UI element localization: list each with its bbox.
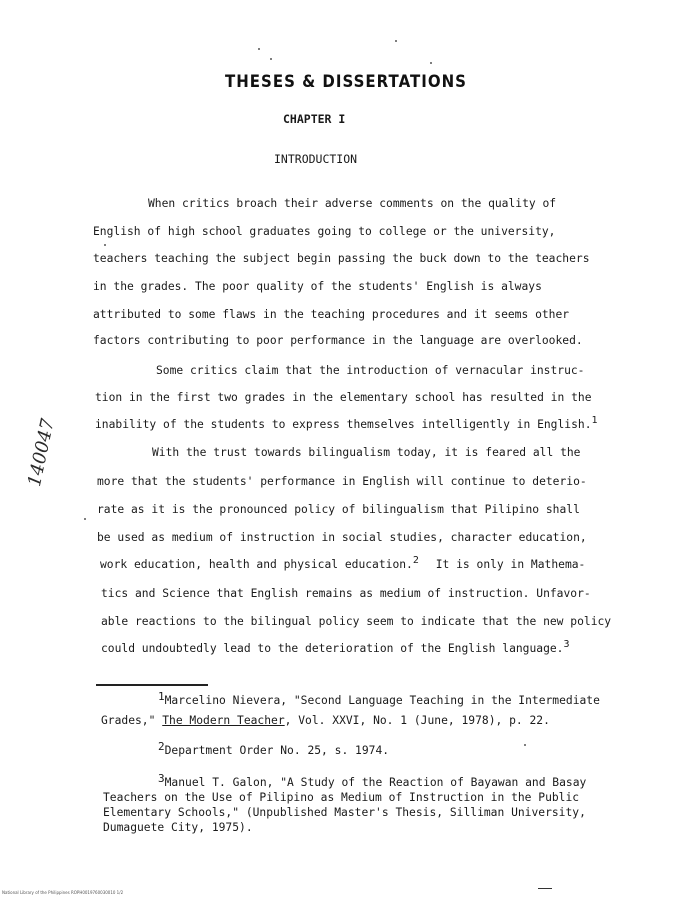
- footnote-text: Manuel T. Galon, "A Study of the Reaction of Bayawan and Basay: [164, 776, 587, 789]
- body-line: factors contributing to poor performance in the language are overlooked.: [93, 334, 583, 347]
- section-heading: INTRODUCTION: [274, 152, 358, 166]
- body-line: [95, 415, 598, 432]
- handwritten-accession-number: [16, 372, 60, 492]
- body-line: be used as medium of instruction in social studies, character education,: [97, 531, 587, 544]
- scan-speck: [270, 58, 272, 60]
- handwritten-number-text: 140047: [24, 416, 59, 489]
- footnote-3-cont: Dumaguete City, 1975).: [103, 821, 253, 834]
- body-line: in the grades. The poor quality of the students' English is always: [93, 280, 542, 293]
- footnote-number: 3: [158, 772, 165, 785]
- body-line: English of high school graduates going to college or the university,: [93, 225, 556, 238]
- scan-speck: [395, 40, 397, 42]
- footnote-2: [158, 740, 390, 758]
- chapter-heading: CHAPTER I: [283, 112, 346, 126]
- body-line: more that the students' performance in English will continue to deterio-: [97, 475, 587, 488]
- body-line: tics and Science that English remains as medium of instruction. Unfavor-: [101, 587, 591, 600]
- library-footer: National Library of the Philippines ROPH0019760030010 1/2: [2, 890, 124, 895]
- body-line: With the trust towards bilingualism today, it is feared all the: [152, 446, 581, 459]
- footnote-number: 2: [158, 740, 165, 753]
- scan-speck: [104, 244, 106, 246]
- journal-title: The Modern Teacher: [162, 714, 285, 727]
- body-line-text: It is only in Mathema-: [435, 558, 586, 571]
- body-line-text: work education, health and physical education.: [100, 558, 413, 571]
- footnote-3: [158, 772, 587, 790]
- body-line: attributed to some flaws in the teaching procedures and it seems other: [93, 308, 570, 321]
- footnote-text: Marcelino Nievera, "Second Language Teaching in the Intermediate: [164, 694, 600, 707]
- footnote-1-cont: [101, 714, 550, 728]
- footnote-separator: [96, 684, 208, 686]
- body-line: teachers teaching the subject begin passing the buck down to the teachers: [93, 252, 590, 265]
- scan-speck: [84, 518, 86, 520]
- footnote-3-cont: Elementary Schools," (Unpublished Master's Thesis, Silliman University,: [103, 806, 586, 819]
- footnote-text: , Vol. XXVI, No. 1 (June, 1978), p. 22.: [284, 714, 550, 727]
- body-line: [100, 555, 586, 572]
- scan-speck: [258, 48, 260, 50]
- footnote-text: Grades,": [101, 714, 163, 727]
- body-line: tion in the first two grades in the elementary school has resulted in the: [95, 391, 592, 404]
- body-line: able reactions to the bilingual policy seem to indicate that the new policy: [101, 615, 612, 628]
- page-mark: [538, 888, 552, 889]
- footnote-marker: 2: [412, 555, 419, 566]
- body-line: Some critics claim that the introduction of vernacular instruc-: [156, 364, 585, 377]
- body-line: rate as it is the pronounced policy of bilingualism that Pilipino shall: [97, 503, 580, 516]
- scan-speck: [524, 744, 526, 746]
- footnote-3-cont: Teachers on the Use of Pilipino as Medium of Instruction in the Public: [103, 791, 580, 804]
- footnote-number: 1: [158, 690, 165, 703]
- footnote-marker: 1: [591, 415, 598, 426]
- footnote-1: [158, 690, 600, 708]
- body-line: When critics broach their adverse comments on the quality of: [148, 197, 557, 210]
- theses-dissertations-stamp: THESES & DISSERTATIONS: [225, 70, 467, 92]
- footnote-marker: 3: [563, 639, 570, 650]
- scan-speck: [430, 62, 432, 64]
- footnote-text: Department Order No. 25, s. 1974.: [164, 744, 390, 757]
- body-line-text: inability of the students to express themselves intelligently in English.: [95, 418, 592, 431]
- body-line: [101, 639, 570, 656]
- body-line-text: could undoubtedly lead to the deterioration of the English language.: [101, 642, 564, 655]
